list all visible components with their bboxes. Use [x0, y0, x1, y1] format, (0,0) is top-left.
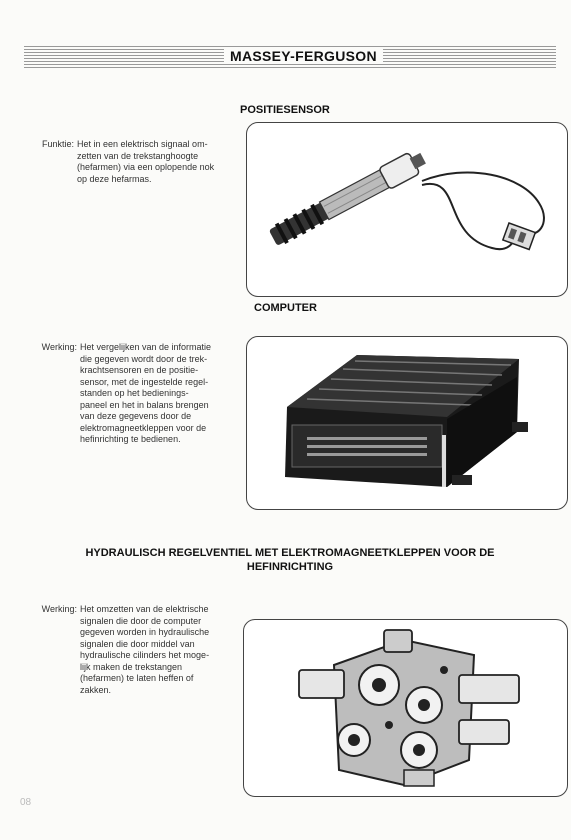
- text-line: gegeven worden in hydraulische: [80, 627, 210, 637]
- valve-description: [41, 604, 242, 696]
- sensor-label: Funktie:: [41, 139, 74, 149]
- text-line: Het omzetten van de elektrische: [80, 604, 209, 614]
- valve-title-line2: HEFINRICHTING: [246, 561, 334, 573]
- text-line: op deze hefarmas.: [77, 173, 152, 184]
- text-line: sensor, met de ingestelde regel-: [80, 376, 209, 387]
- text-line: zakken.: [80, 684, 112, 695]
- text-line: lijk maken de trekstangen: [80, 661, 183, 672]
- page-header: [24, 44, 556, 70]
- position-sensor-illustration: [247, 123, 567, 296]
- text-line: Het in een elektrisch signaal om-: [77, 139, 208, 149]
- computer-label: Werking:: [41, 342, 77, 352]
- brand-title: MASSEY-FERGUSON: [224, 48, 383, 64]
- valve-image-frame: [243, 619, 568, 797]
- text-line: hefinrichting te bedienen.: [80, 434, 181, 444]
- text-line: signalen die door middel van: [80, 638, 195, 649]
- text-line: elektromagneetkleppen voor de: [80, 422, 207, 433]
- text-line: Het vergelijken van de informatie: [80, 342, 212, 352]
- text-line: standen op het bedienings-: [80, 388, 189, 398]
- computer-description: [41, 342, 242, 446]
- text-line: (hefarmen) te laten heffen of: [80, 673, 194, 683]
- computer-unit-illustration: [247, 337, 567, 509]
- valve-title-line1: HYDRAULISCH REGELVENTIEL MET ELEKTROMAGNEETKLEPPEN VOOR DE: [85, 547, 495, 559]
- text-line: krachtsensoren en de positie-: [80, 365, 199, 375]
- text-line: zetten van de trekstanghoogte: [77, 150, 199, 161]
- hydraulic-valve-illustration: [244, 620, 567, 796]
- valve-label: Werking:: [41, 604, 77, 614]
- text-line: van deze gegevens door de: [80, 411, 192, 421]
- text-line: paneel en het in balans brengen: [80, 399, 209, 410]
- section-title-computer: COMPUTER: [254, 302, 317, 314]
- page-number: 08: [20, 797, 32, 808]
- section-title-valve: [40, 546, 540, 574]
- text-line: (hefarmen) via een oplopende nok: [77, 162, 215, 172]
- sensor-image-frame: [246, 122, 568, 297]
- section-title-sensor: POSITIESENSOR: [240, 104, 330, 116]
- text-line: die gegeven wordt door de trek-: [80, 353, 208, 364]
- computer-image-frame: [246, 336, 568, 510]
- text-line: signalen die door de computer: [80, 615, 202, 626]
- text-line: hydraulische cilinders het moge-: [80, 650, 210, 660]
- sensor-description: [41, 139, 237, 185]
